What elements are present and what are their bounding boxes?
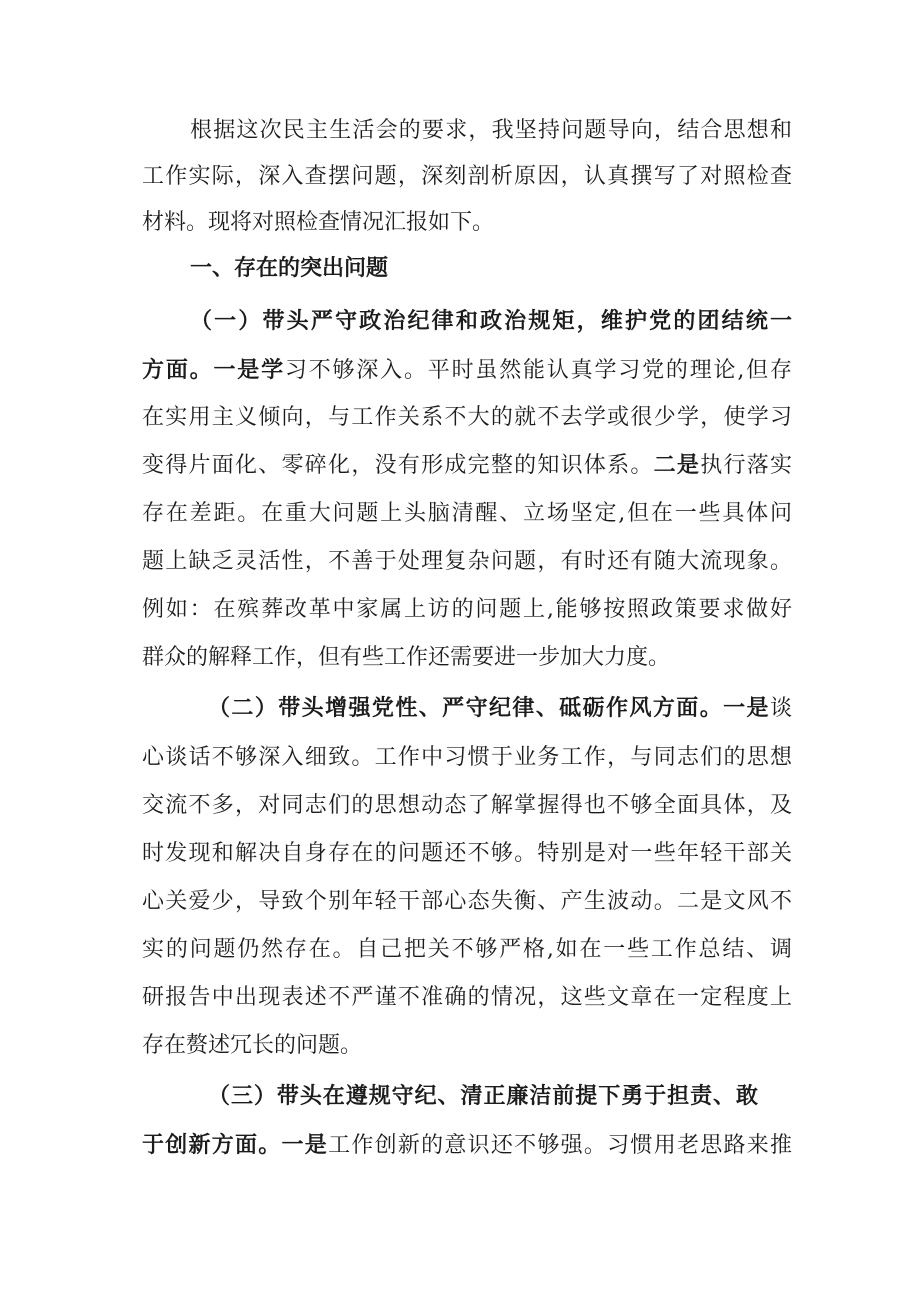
section-1-line-6: 题上缺乏灵活性，不善于处理复杂问题，有时还有随大流现象。	[142, 549, 792, 574]
section-2-title-line-1	[208, 689, 792, 729]
section-2-line-4: 时发现和解决自身存在的问题还不够。特别是对一些年轻干部关	[142, 841, 792, 866]
section-1-line-4-bold: 二是	[653, 453, 701, 478]
section-2-line-3: 交流不多，对同志们的思想动态了解掌握得也不够全面具体，及	[142, 793, 792, 818]
intro-line-3: 材料。现将对照检查情况汇报如下。	[142, 210, 495, 235]
heading-1: 一、存在的突出问题	[190, 256, 389, 281]
section-2-title-rest: 谈	[769, 696, 792, 721]
section-1-line-2-text: 习不够深入。平时虽然能认真学习党的理论,但存	[284, 358, 792, 383]
section-2-line-6: 实的问题仍然存在。自己把关不够严格,如在一些工作总结、调	[142, 937, 792, 962]
section-2-line-5: 心关爱少，导致个别年轻干部心态失衡、产生波动。二是文风不	[142, 889, 792, 914]
section-3-line-2	[142, 1126, 792, 1166]
section-1-line-2	[142, 351, 792, 391]
section-1-line-4	[142, 446, 792, 486]
section-3-line-2-text: 工作创新的意识还不够强。习惯用老思路来推	[328, 1133, 792, 1158]
section-1-title-tail: 方面。一是学	[142, 358, 285, 383]
section-1-line-5: 存在差距。在重大问题上头脑清醒、立场坚定,但在一些具体问	[142, 501, 792, 526]
section-1-line-8: 群众的解释工作，但有些工作还需要进一步加大力度。	[142, 645, 671, 670]
section-1-line-4-a: 变得片面化、零碎化，没有形成完整的知识体系。	[142, 453, 654, 478]
section-2-line-7: 研报告中出现表述不严谨不准确的情况，这些文章在一定程度上	[142, 985, 792, 1010]
section-2-line-8: 存在赘述冗长的问题。	[142, 1033, 363, 1058]
section-2-title-bold: （二）带头增强党性、严守纪律、砥砺作风方面。一是	[208, 696, 770, 721]
section-2-line-2: 心谈话不够深入细致。工作中习惯于业务工作，与同志们的思想	[142, 745, 792, 770]
section-3-title-tail: 于创新方面。一是	[142, 1133, 329, 1158]
intro-line-2: 工作实际，深入查摆问题，深刻剖析原因，认真撰写了对照检查	[142, 164, 792, 189]
section-1-line-3: 在实用主义倾向，与工作关系不大的就不去学或很少学，使学习	[142, 405, 792, 430]
intro-line-1: 根据这次民主生活会的要求，我坚持问题导向，结合思想和	[190, 118, 792, 143]
section-1-line-7: 例如：在殡葬改革中家属上访的问题上,能够按照政策要求做好	[142, 597, 792, 622]
section-1-line-4-b: 执行落实	[700, 453, 792, 478]
section-3-title-line-1: （三）带头在遵规守纪、清正廉洁前提下勇于担责、敢	[208, 1084, 758, 1109]
section-1-title-line-1: （一）带头严守政治纪律和政治规矩，维护党的团结统一	[190, 309, 792, 334]
